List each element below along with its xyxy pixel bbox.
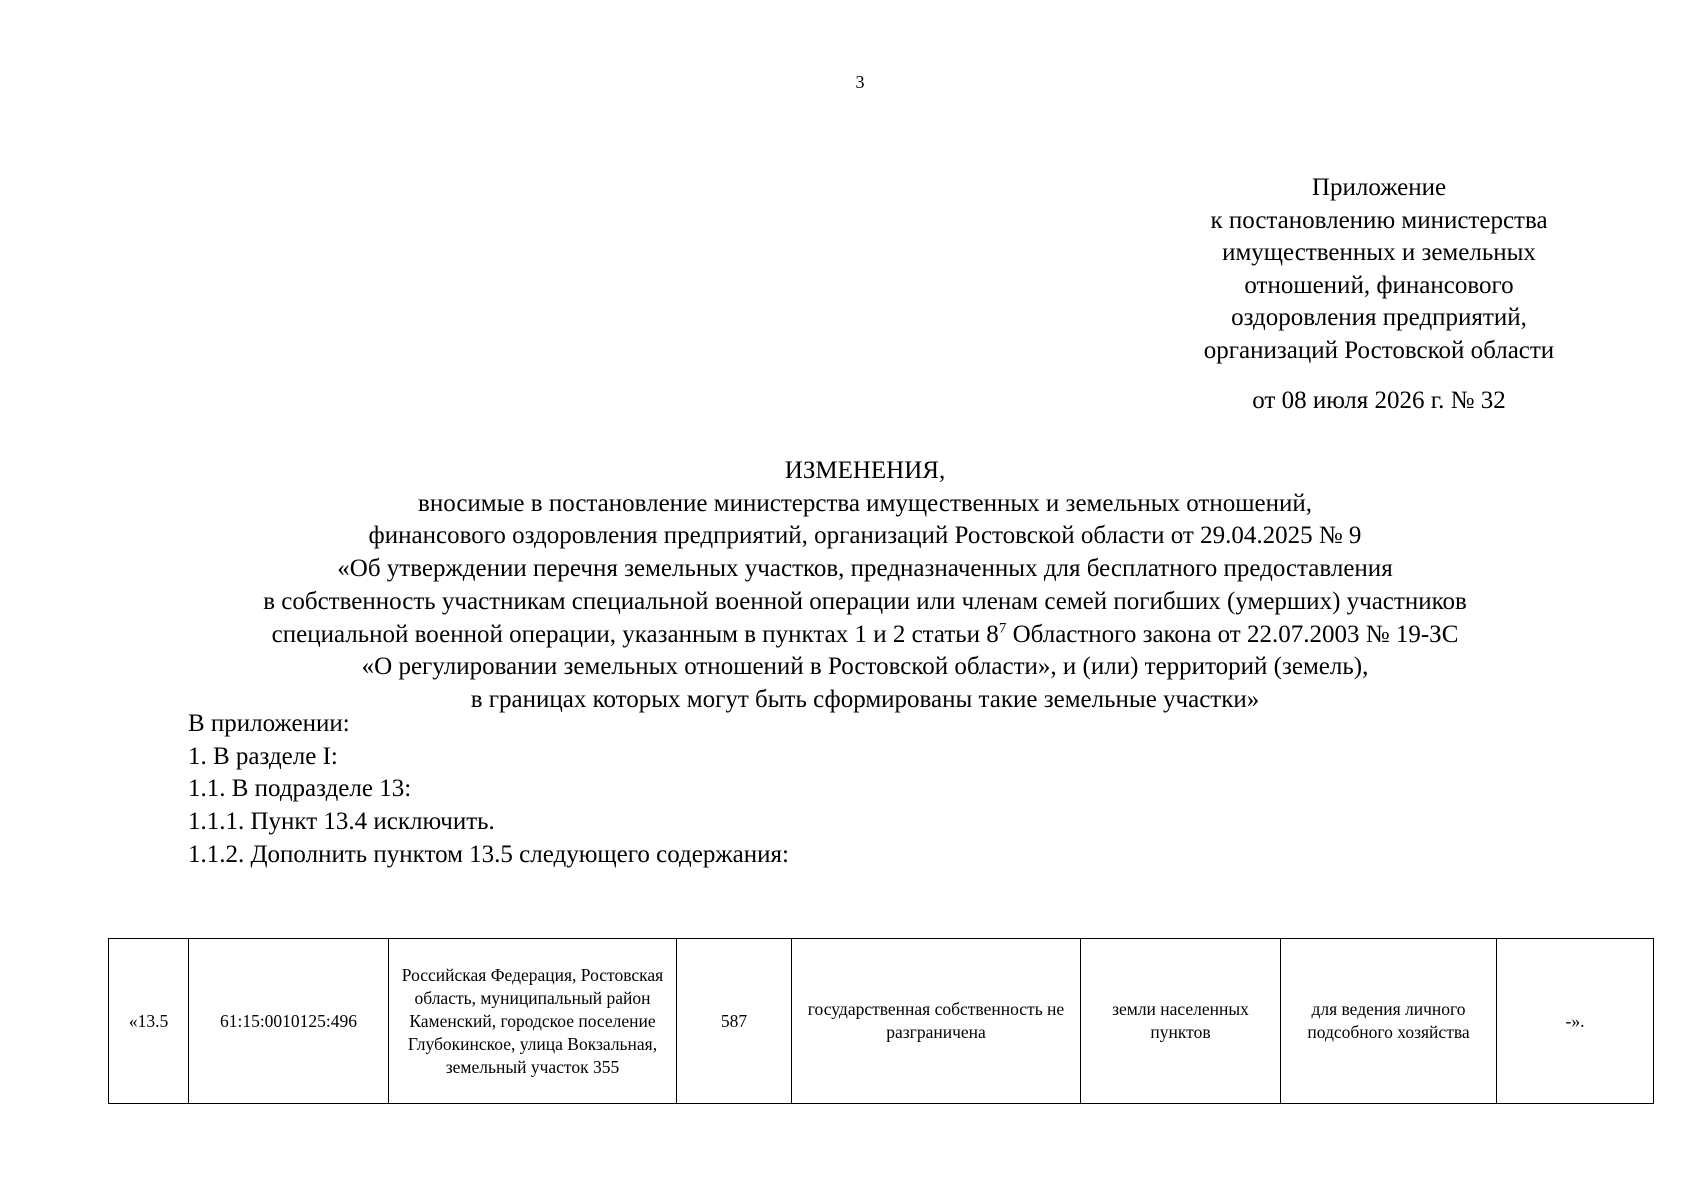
title-line: в границах которых могут быть сформированы такие земельные участки»: [470, 685, 1260, 713]
body-line: 1.1.2. Дополнить пунктом 13.5 следующего содержания:: [188, 840, 789, 868]
title-line: [0, 619, 1698, 652]
appendix-line: имущественных и земельных: [1222, 239, 1536, 267]
appendix-line: к постановлению министерства: [1210, 206, 1548, 234]
title-heading: ИЗМЕНЕНИЯ,: [784, 457, 946, 484]
cell-land-category: земли населенных пунктов: [1081, 939, 1281, 1104]
changes-table: [108, 938, 1654, 1104]
cell-number: «13.5: [109, 939, 189, 1104]
title-line: вносимые в постановление министерства имущественных и земельных отношений,: [418, 489, 1312, 517]
appendix-date: от 08 июля 2026 г. № 32: [1252, 386, 1506, 414]
cell-ownership: государственная собственность не разграничена: [792, 939, 1081, 1104]
title-line: «О регулировании земельных отношений в Ростовской области», и (или) территорий (земель),: [361, 653, 1369, 681]
cell-note: -».: [1497, 939, 1654, 1104]
cell-address: Российская Федерация, Ростовская область, муниципальный район Каменский, городское поселение Глубокинское, улица Вокзальная, земельный участок 355: [389, 939, 677, 1104]
appendix-line: отношений, финансового: [1244, 271, 1514, 299]
title-line-text: Областного закона от 22.07.2003 № 19-ЗС: [1006, 620, 1459, 648]
appendix-line: Приложение: [1311, 174, 1447, 201]
superscript: 7: [998, 620, 1007, 637]
title-line-text: специальной военной операции, указанным в пунктах 1 и 2 статьи 8: [271, 620, 999, 648]
body-line: 1. В разделе I:: [188, 742, 338, 770]
cell-cadastral-number: 61:15:0010125:496: [189, 939, 389, 1104]
title-line: в собственность участникам специальной военной операции или членам семей погибших (умерших) участников: [263, 587, 1467, 615]
document-title: [0, 455, 1698, 717]
body-text: [188, 708, 789, 872]
appendix-line: оздоровления предприятий,: [1231, 304, 1527, 332]
table-row: [109, 939, 1654, 1104]
body-line: В приложении:: [188, 710, 350, 737]
title-line: финансового оздоровления предприятий, организаций Ростовской области от 29.04.2025 № 9: [368, 522, 1362, 550]
appendix-line: организаций Ростовской области: [1203, 336, 1555, 364]
cell-permitted-use: для ведения личного подсобного хозяйства: [1281, 939, 1497, 1104]
title-line: «Об утверждении перечня земельных участков, предназначенных для бесплатного предоставления: [337, 555, 1393, 583]
cell-area: 587: [677, 939, 792, 1104]
page-number: 3: [855, 72, 865, 92]
body-line: 1.1.1. Пункт 13.4 исключить.: [188, 808, 495, 836]
appendix-header: [1174, 172, 1584, 417]
body-line: 1.1. В подразделе 13:: [188, 775, 412, 803]
